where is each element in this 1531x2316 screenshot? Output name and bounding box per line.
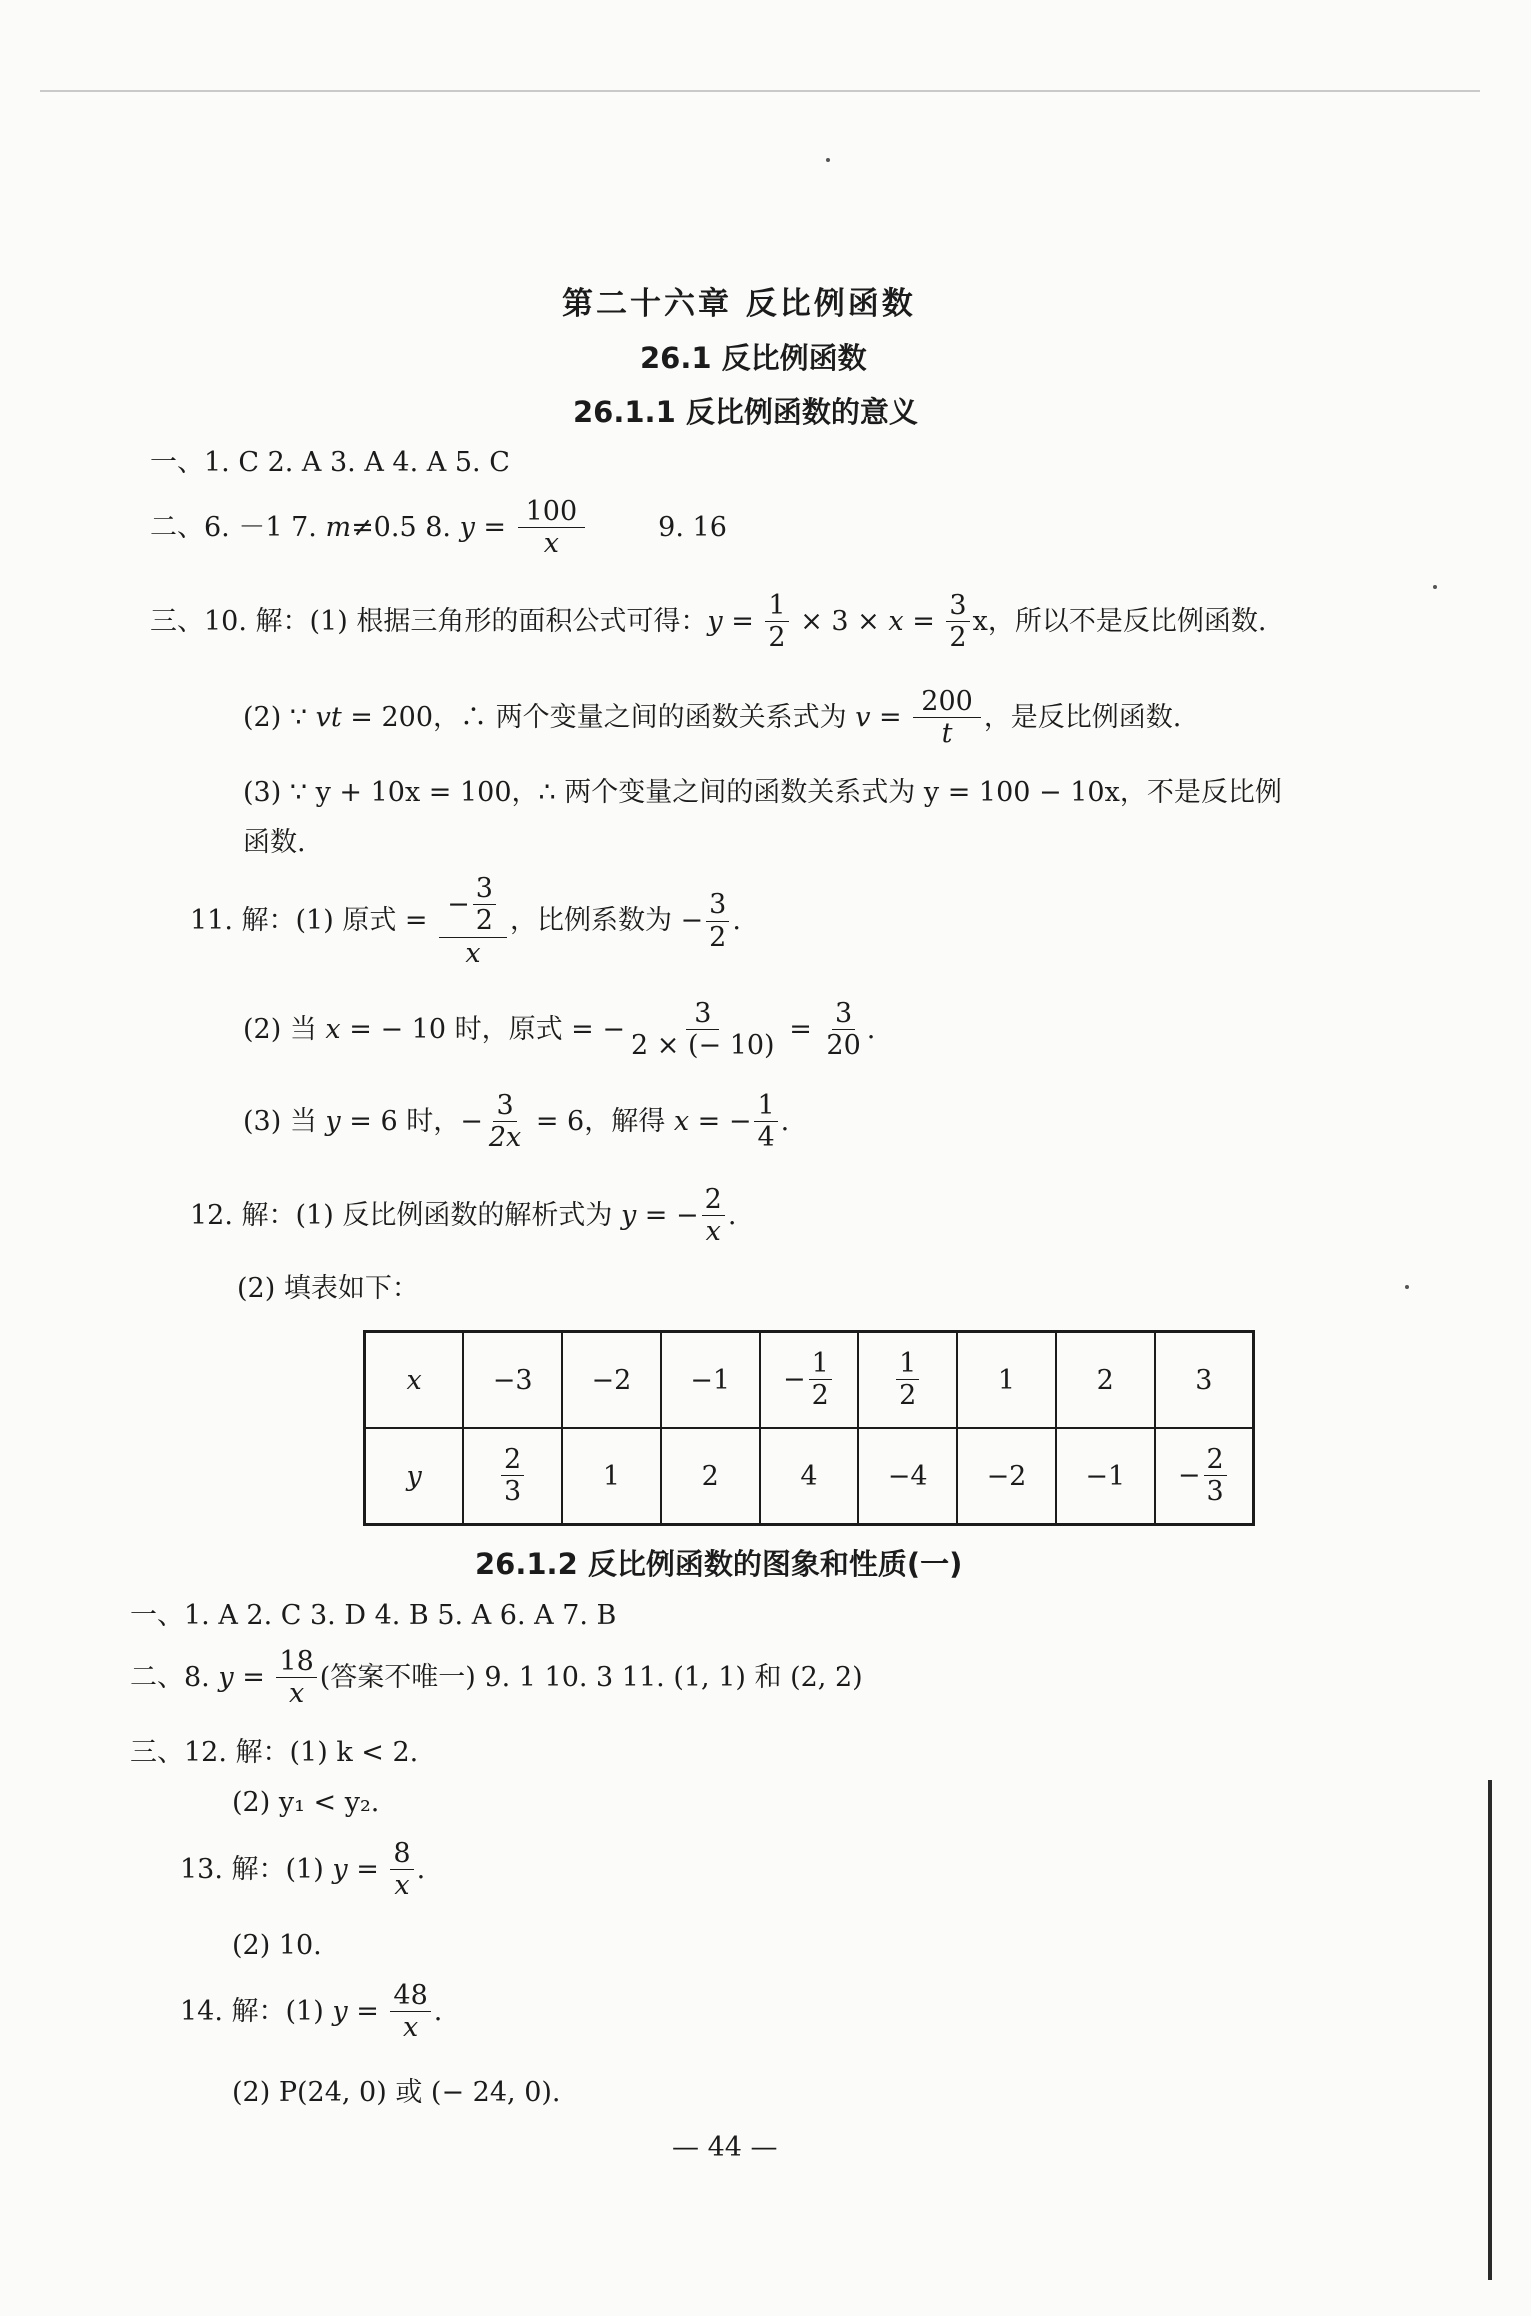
answer-q14-part1: 14. 解：(1) y = $\frac{48}{x}$ . [180, 1980, 443, 2044]
table-cell: 3 [1155, 1332, 1254, 1429]
table-cell: −1 [661, 1332, 760, 1429]
answer-line-fill: 二、6. －1 7. m≠0.5 8. y = $\frac{100}{x}$ 9. 16 [150, 496, 727, 560]
answer-q10-part2: (2) ∵ vt = 200，∴ 两个变量之间的函数关系式为 v = $\frac{200}{t}$ ，是反比例函数. [243, 686, 1182, 750]
table-cell: $\frac{2}{3}$ [463, 1428, 562, 1525]
answer-q13-part1: 13. 解：(1) y = $\frac{8}{x}$ . [180, 1838, 426, 1902]
table-cell: 1 [957, 1332, 1056, 1429]
scan-speck [1405, 1285, 1409, 1289]
table-header-x: x [365, 1332, 464, 1429]
scan-edge-line [1488, 1780, 1492, 2280]
chapter-title: 第二十六章 反比例函数 [562, 286, 916, 322]
table-cell: − $\frac{1}{2}$ [760, 1332, 859, 1429]
answer-q11-part1: 11. 解：(1) 原式 = − $\frac{3}{2}$ x ，比例系数为 − $\frac{3}{2}$ . [190, 873, 741, 969]
answer-line-choice-2: 一、1. A 2. C 3. D 4. B 5. A 6. A 7. B [130, 1600, 617, 1631]
value-table [363, 1330, 1255, 1526]
table-cell: 1 [562, 1428, 661, 1525]
fraction: $\frac{100}{x}$ [518, 498, 586, 559]
answer-q10-part3: (3) ∵ y + 10x = 100，∴ 两个变量之间的函数关系式为 y = 100 − 10x，不是反比例 [243, 777, 1282, 808]
table-row [365, 1332, 1254, 1429]
section-title: 26.1 反比例函数 [640, 341, 867, 375]
answer-q10-part3-cont: 函数. [243, 827, 306, 858]
table-cell: −4 [858, 1428, 957, 1525]
table-cell: −2 [562, 1332, 661, 1429]
table-cell: − $\frac{2}{3}$ [1155, 1428, 1254, 1525]
table-cell: −2 [957, 1428, 1056, 1525]
answer-q12-2-part1: 三、12. 解：(1) k < 2. [130, 1737, 419, 1768]
subsection-title-2: 26.1.2 反比例函数的图象和性质(一) [475, 1547, 963, 1581]
table-cell: −3 [463, 1332, 562, 1429]
answer-q10-part1: 三、10. 解：(1) 根据三角形的面积公式可得：y = $\frac{1}{2}$ × 3 × x = $\frac{3}{2}$ x，所以不是反比例函数. [150, 590, 1267, 654]
answer-q13-part2: (2) 10. [232, 1930, 322, 1961]
table-cell: $\frac{1}{2}$ [858, 1332, 957, 1429]
table-cell: 2 [661, 1428, 760, 1525]
table-row [365, 1428, 1254, 1525]
table-cell: 4 [760, 1428, 859, 1525]
table-cell: −1 [1056, 1428, 1155, 1525]
answer-q12-2-part2: (2) y₁ < y₂. [232, 1787, 380, 1818]
subsection-title: 26.1.1 反比例函数的意义 [573, 395, 918, 429]
scan-speck [1433, 585, 1437, 589]
page-number: — 44 — [672, 2132, 778, 2163]
answer-q11-part3: (3) 当 y = 6 时，− $\frac{3}{2x}$ = 6，解得 x = − $\frac{1}{4}$ . [243, 1090, 790, 1154]
table-header-y: y [365, 1428, 464, 1525]
answer-line-fill-2: 二、8. y = $\frac{18}{x}$ (答案不唯一) 9. 1 10. 3 11. (1, 1) 和 (2, 2) [130, 1646, 863, 1710]
answer-q11-part2: (2) 当 x = − 10 时，原式 = − $\frac{3}{2 \times (- 10)}$ = $\frac{3}{20}$ . [243, 998, 876, 1062]
top-rule [40, 90, 1480, 92]
answer-line-choice: 一、1. C 2. A 3. A 4. A 5. C [150, 447, 510, 478]
answer-q12-part1: 12. 解：(1) 反比例函数的解析式为 y = − $\frac{2}{x}$ . [190, 1184, 737, 1248]
scan-speck [826, 158, 830, 162]
answer-q12-part2: (2) 填表如下： [237, 1273, 419, 1304]
table-cell: 2 [1056, 1332, 1155, 1429]
answer-q14-part2: (2) P(24, 0) 或 (− 24, 0). [232, 2077, 561, 2108]
